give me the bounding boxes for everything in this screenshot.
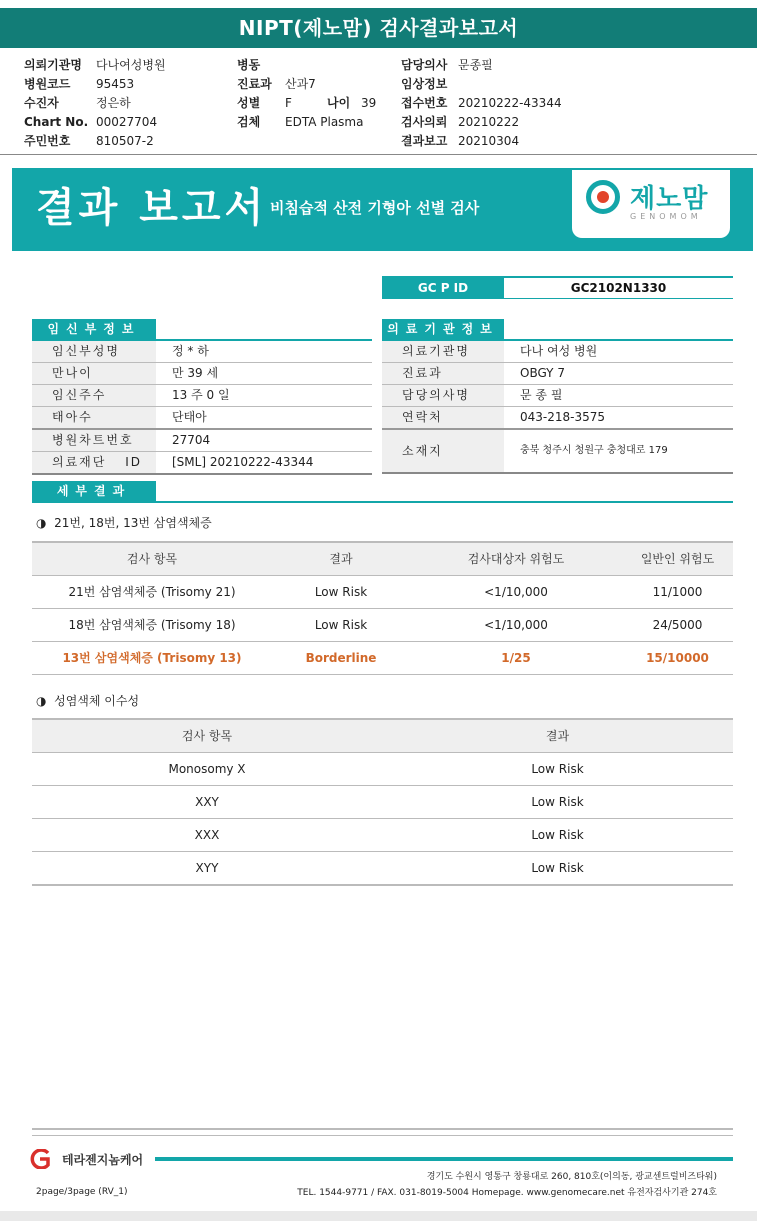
page-number: 2page/3page (RV_1)	[36, 1187, 128, 1197]
header-divider	[0, 154, 757, 155]
patient-row	[32, 341, 372, 363]
header-col2	[237, 56, 376, 132]
patient-row-label: 의료재단 ID	[32, 452, 156, 473]
section1-heading	[36, 514, 212, 531]
patient-row	[32, 407, 372, 430]
row-general-risk: 24/5000	[652, 618, 703, 632]
logo-subtext: GENOMOM	[630, 212, 702, 221]
section2-heading	[36, 692, 139, 709]
header-col1	[24, 56, 166, 151]
patient-row-value: 정 * 하	[172, 344, 209, 358]
patient-row-label: 임신부성명	[32, 341, 156, 362]
gcp-value: GC2102N1330	[570, 281, 667, 295]
footer-line-top	[32, 1128, 733, 1130]
institution-row-value: OBGY 7	[520, 366, 565, 380]
header-result: 결과	[329, 552, 353, 566]
genomom-logo	[572, 170, 730, 238]
half-circle-icon: ◑	[36, 516, 47, 530]
footer-line-2	[32, 1135, 733, 1136]
specimen-label: 검체	[237, 115, 261, 129]
gcp-bottom-line	[382, 298, 733, 299]
institution-row-value: 충북 청주시 청원구 충청대로 179	[520, 445, 668, 456]
header-test-item: 검사 항목	[126, 552, 178, 566]
doctor-label: 담당의사	[401, 58, 448, 72]
patient-row-value: 13 주 0 일	[172, 388, 230, 402]
institution-row-label: 소재지	[382, 430, 504, 472]
table-row	[32, 785, 733, 818]
gcp-label: GC P ID	[382, 278, 504, 298]
institution-row-value: 문 종 필	[520, 388, 563, 402]
clinical-info-label: 임상정보	[401, 77, 448, 91]
row-result: Low Risk	[314, 585, 368, 599]
ward-label: 병동	[237, 58, 261, 72]
table-row	[32, 752, 733, 785]
section2-title: 성염색체 이수성	[54, 694, 140, 708]
row-test-item: 13번 삼염색체증 (Trisomy 13)	[62, 651, 242, 665]
table-row	[32, 818, 733, 851]
patient-value: 정은하	[96, 96, 131, 110]
header-col3	[401, 56, 562, 151]
patient-label: 수진자	[24, 96, 59, 110]
half-circle-icon: ◑	[36, 694, 47, 708]
doctor-value: 문종필	[458, 58, 493, 72]
row-test-item: XXX	[194, 828, 220, 842]
institution-row	[382, 430, 733, 474]
row-test-item: 18번 삼염색체증 (Trisomy 18)	[68, 618, 236, 632]
patient-row-value: 만 39 세	[172, 366, 219, 380]
detail-line	[32, 501, 733, 503]
institution-label: 의뢰기관명	[24, 58, 82, 72]
patient-row	[32, 430, 372, 452]
section1-title: 21번, 18번, 13번 삼염색체증	[54, 516, 212, 530]
institution-row-label: 연락처	[382, 407, 504, 428]
patient-row-value: [SML] 20210222-43344	[172, 455, 314, 469]
row-result: Low Risk	[531, 861, 584, 875]
table-header	[32, 720, 733, 752]
age-label: 나이	[327, 96, 351, 110]
logo-dot-icon	[597, 191, 609, 203]
row-subject-risk: 1/25	[501, 651, 531, 665]
bottom-gray-bar	[0, 1211, 757, 1221]
request-date-label: 검사의뢰	[401, 115, 448, 129]
institution-row-value: 다나 여성 병원	[520, 344, 598, 358]
table-header	[32, 543, 733, 575]
report-title: NIPT(제노맘) 검사결과보고서	[0, 8, 757, 48]
table-row	[32, 575, 733, 608]
patient-row	[32, 363, 372, 385]
header-test-item: 검사 항목	[181, 729, 233, 743]
footer-address: 경기도 수원시 영통구 창룡대로 260, 810호(이의동, 광교센트럴비즈타워)	[426, 1172, 717, 1182]
footer-teal-bar	[155, 1157, 733, 1161]
patient-row	[32, 385, 372, 407]
report-banner	[12, 168, 753, 251]
resident-no-label: 주민번호	[24, 134, 71, 148]
report-date-value: 20210304	[458, 134, 520, 148]
request-date-value: 20210222	[458, 115, 520, 129]
institution-row	[382, 341, 733, 363]
footer-contact: TEL. 1544-9771 / FAX. 031-8019-5004 Homepage. www.genomecare.net 유전자검사기관 274호	[297, 1188, 717, 1198]
row-general-risk: 11/1000	[652, 585, 703, 599]
row-test-item: XXY	[195, 795, 219, 809]
receipt-no-value: 20210222-43344	[458, 96, 562, 110]
sex-chromosome-table	[32, 718, 733, 886]
patient-row	[32, 452, 372, 475]
sex-label: 성별	[237, 96, 261, 110]
patient-row-label: 병원차트번호	[32, 430, 156, 451]
row-general-risk: 15/10000	[646, 651, 709, 665]
institution-row-label: 의료기관명	[382, 341, 504, 362]
institution-row-label: 담당의사명	[382, 385, 504, 406]
receipt-no-label: 접수번호	[401, 96, 448, 110]
table-row	[32, 608, 733, 641]
row-subject-risk: <1/10,000	[484, 618, 548, 632]
institution-row-value: 043-218-3575	[520, 410, 606, 424]
chart-no-label: Chart No.	[24, 115, 89, 129]
patient-row-value: 27704	[172, 433, 211, 447]
department-label: 진료과	[237, 77, 272, 91]
institution-row-label: 진료과	[382, 363, 504, 384]
resident-no-value: 810507-2	[96, 134, 154, 148]
tab-detail-results: 세부결과	[32, 481, 156, 502]
patient-table	[32, 341, 372, 475]
row-result: Borderline	[305, 651, 377, 665]
chart-no-value: 00027704	[96, 115, 158, 129]
institution-table	[382, 341, 733, 474]
banner-title: 결과 보고서	[36, 185, 268, 231]
institution-row	[382, 363, 733, 385]
header-general-risk: 일반인 위험도	[640, 552, 715, 566]
row-test-item: 21번 삼염색체증 (Trisomy 21)	[68, 585, 236, 599]
banner-subtitle: 비침습적 산전 기형아 선별 검사	[270, 199, 480, 217]
row-result: Low Risk	[531, 795, 584, 809]
report-date-label: 결과보고	[401, 134, 448, 148]
row-subject-risk: <1/10,000	[484, 585, 548, 599]
header-result: 결과	[545, 729, 570, 743]
institution-value: 다나여성병원	[96, 58, 166, 72]
specimen-value: EDTA Plasma	[285, 115, 364, 129]
logo-text: 제노맘	[630, 184, 709, 214]
patient-row-label: 임신주수	[32, 385, 156, 406]
hospital-code-label: 병원코드	[24, 77, 71, 91]
department-value: 산과7	[285, 77, 316, 91]
footer-company: 테라젠지놈케어	[62, 1153, 144, 1167]
trisomy-table	[32, 541, 733, 675]
institution-row	[382, 407, 733, 430]
row-result: Low Risk	[531, 762, 584, 776]
terragen-logo-icon	[28, 1149, 52, 1169]
patient-row-label: 태아수	[32, 407, 156, 428]
row-result: Low Risk	[531, 828, 584, 842]
table-row-highlight	[32, 641, 733, 675]
patient-row-value: 단태아	[172, 410, 207, 424]
tab-patient-info: 임신부정보	[32, 319, 156, 340]
hospital-code-value: 95453	[96, 77, 135, 91]
institution-row	[382, 385, 733, 407]
tab-institution-info: 의료기관정보	[382, 319, 504, 340]
age-value: 39	[361, 96, 377, 110]
patient-row-label: 만나이	[32, 363, 156, 384]
row-test-item: Monosomy X	[168, 762, 246, 776]
table-row	[32, 851, 733, 886]
row-result: Low Risk	[314, 618, 368, 632]
header-subject-risk: 검사대상자 위험도	[467, 552, 565, 566]
row-test-item: XYY	[195, 861, 219, 875]
sex-value: F	[285, 96, 292, 110]
